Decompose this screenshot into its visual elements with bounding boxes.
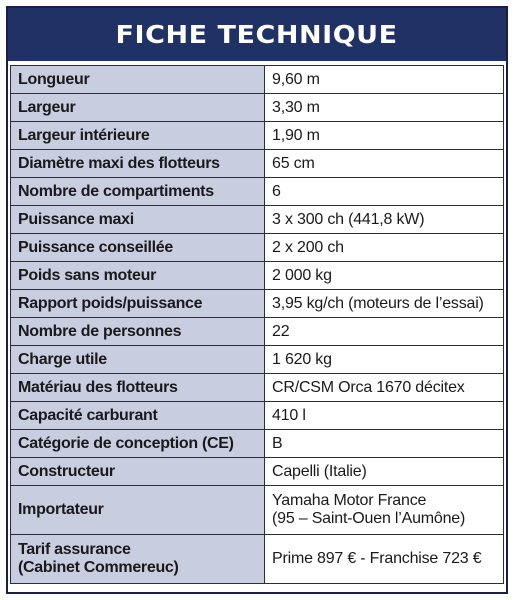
- spec-label: Puissance conseillée: [11, 234, 265, 262]
- spec-label: Importateur: [11, 486, 265, 535]
- spec-label-line: (Cabinet Commereuc): [18, 559, 179, 576]
- table-row: [11, 346, 504, 374]
- spec-label: Longueur: [11, 66, 265, 94]
- table-row: [11, 66, 504, 94]
- spec-label: Rapport poids/puissance: [11, 290, 265, 318]
- table-row: [11, 122, 504, 150]
- spec-value: [265, 486, 504, 535]
- table-row: [11, 178, 504, 206]
- table-row: [11, 206, 504, 234]
- spec-value: 3,95 kg/ch (moteurs de l’essai): [265, 290, 504, 318]
- spec-value: 1,90 m: [265, 122, 504, 150]
- spec-label: Largeur intérieure: [11, 122, 265, 150]
- title-bar: [8, 8, 506, 61]
- spec-value: 1 620 kg: [265, 346, 504, 374]
- spec-label: Poids sans moteur: [11, 262, 265, 290]
- table-row: [11, 290, 504, 318]
- spec-value: B: [265, 430, 504, 458]
- spec-value: 2 x 200 ch: [265, 234, 504, 262]
- spec-label: Nombre de personnes: [11, 318, 265, 346]
- spec-value: 22: [265, 318, 504, 346]
- table-row: [11, 374, 504, 402]
- spec-label: Catégorie de conception (CE): [11, 430, 265, 458]
- table-row: [11, 318, 504, 346]
- spec-label: Matériau des flotteurs: [11, 374, 265, 402]
- spec-value: 6: [265, 178, 504, 206]
- spec-value-line: (95 – Saint-Ouen l’Aumône): [272, 510, 466, 527]
- spec-label: Puissance maxi: [11, 206, 265, 234]
- spec-value: 2 000 kg: [265, 262, 504, 290]
- spec-label: Charge utile: [11, 346, 265, 374]
- table-row: [11, 234, 504, 262]
- spec-label: [11, 535, 265, 584]
- spec-label-line: Tarif assurance: [18, 541, 131, 558]
- table-row: [11, 150, 504, 178]
- spec-value: 3 x 300 ch (441,8 kW): [265, 206, 504, 234]
- spec-value: 410 l: [265, 402, 504, 430]
- spec-label: Nombre de compartiments: [11, 178, 265, 206]
- spec-table: [10, 65, 504, 584]
- spec-sheet: [6, 6, 508, 594]
- spec-value-line: Yamaha Motor France: [272, 492, 427, 509]
- table-row: [11, 262, 504, 290]
- spec-label: Largeur: [11, 94, 265, 122]
- spec-label: Constructeur: [11, 458, 265, 486]
- table-row: [11, 486, 504, 535]
- spec-label: Diamètre maxi des flotteurs: [11, 150, 265, 178]
- spec-value: 3,30 m: [265, 94, 504, 122]
- table-row: [11, 458, 504, 486]
- table-row: [11, 535, 504, 584]
- spec-value: 9,60 m: [265, 66, 504, 94]
- spec-value: CR/CSM Orca 1670 décitex: [265, 374, 504, 402]
- table-row: [11, 430, 504, 458]
- spec-value: Capelli (Italie): [265, 458, 504, 486]
- spec-value: Prime 897 € - Franchise 723 €: [265, 535, 504, 584]
- table-row: [11, 402, 504, 430]
- spec-value: 65 cm: [265, 150, 504, 178]
- spec-label: Capacité carburant: [11, 402, 265, 430]
- table-row: [11, 94, 504, 122]
- sheet-title: FICHE TECHNIQUE: [115, 20, 399, 49]
